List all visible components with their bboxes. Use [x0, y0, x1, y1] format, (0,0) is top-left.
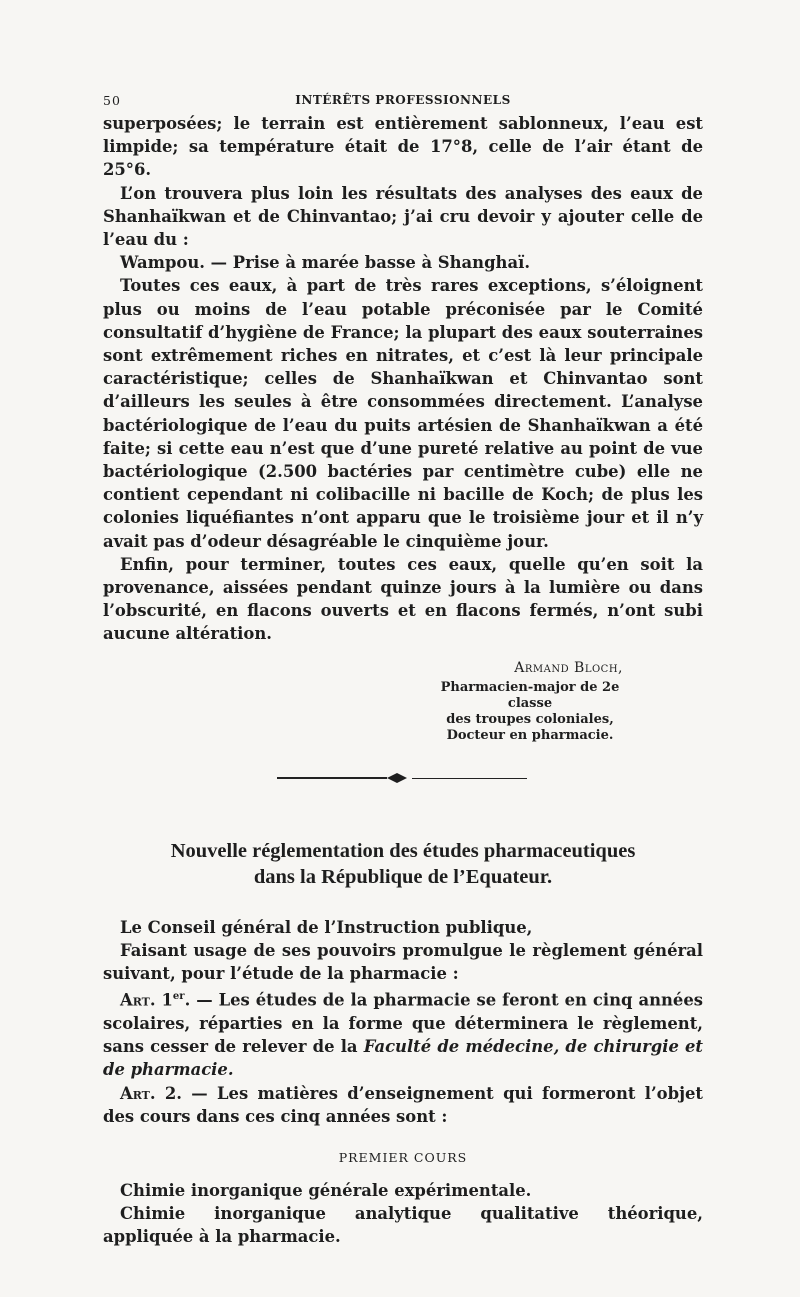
article-label: Art. 1	[120, 990, 173, 1010]
running-header	[103, 88, 703, 112]
course-item: Chimie inorganique analytique qualitative théorique, appliquée à la pharmacie.	[103, 1204, 703, 1247]
section-title-line: dans la République de l’Equateur.	[253, 865, 553, 888]
author-signature: Armand Bloch,	[514, 659, 623, 676]
article-1	[103, 985, 703, 1081]
page	[103, 88, 703, 1249]
article-regulation	[103, 916, 703, 1249]
article-text: — Les matières d’enseignement qui formeront l’objet des cours dans ces cinq années sont :	[103, 1083, 703, 1126]
article-text: . — Les études de la pharmacie se feront en cinq années scolaires, réparties en la forme que déterminera le règlement, sans cesser de relever de la	[103, 990, 703, 1057]
course-item: Chimie inorganique générale expérimentale.	[120, 1180, 532, 1200]
article-label-sup: er	[172, 991, 185, 1003]
faculty-name: Faculté de médecine, de chirurgie et de pharmacie.	[103, 1037, 704, 1080]
divider-line-left	[277, 777, 387, 779]
wampou-text: — Prise à marée basse à Shanghaï.	[204, 253, 531, 273]
paragraph: superposées; le terrain est entièrement sablonneux, l’eau est limpide; sa température était de 17°8, celle de l’air étant de 25°6.	[103, 114, 703, 180]
credential-line: Docteur en pharmacie.	[446, 727, 614, 743]
author-credentials	[425, 680, 635, 744]
paragraph: Le Conseil général de l’Instruction publique,	[120, 917, 533, 937]
page-number: 50	[103, 93, 121, 108]
course-subheading: PREMIER COURS	[338, 1149, 468, 1165]
wampou-label: Wampou.	[120, 253, 205, 273]
wampou-line	[103, 251, 703, 274]
paragraph: Toutes ces eaux, à part de très rares exceptions, s’éloignent plus ou moins de l’eau potable préconisée par le Comité consultatif d’hygiène de France; la plupart des eaux souterraines sont extrêmement riches en nitrates, et c’est là leur principale caractéristique; celles de Shanhaïkwan et Chinvantao sont d’ailleurs les seules à être consommées directement. L’analyse bactériologique de l’eau du puits artésien de Shanhaïkwan a été faite; si cette eau n’est que d’une pureté relative au point de vue bactériologique (2.500 bactéries par centimètre cube) elle ne contient cependant ni colibacille ni bacille de Koch; de plus les colonies liquéfiantes n’ont apparu que le troisième jour et il n’y avait pas d’odeur désagréable le cinquième jour.	[103, 276, 703, 551]
paragraph: Enfin, pour terminer, toutes ces eaux, quelle qu’en soit la provenance, aissées pendant quinze jours à la lumière ou dans l’obscurité, en flacons ouverts et en flacons fermés, n’ont subi aucune altération.	[103, 554, 703, 644]
section-divider-ornament	[277, 770, 527, 786]
credential-line: des troupes coloniales,	[446, 711, 614, 727]
running-title: INTÉRÊTS PROFESSIONNELS	[295, 93, 511, 107]
divider-line-right	[412, 778, 527, 779]
section-title-line: Nouvelle réglementation des études pharmaceutiques	[170, 839, 636, 862]
article-2	[103, 1082, 703, 1128]
section-title	[103, 838, 703, 890]
credential-line: Pharmacien-major de 2e classe	[440, 679, 620, 711]
paragraph: L’on trouvera plus loin les résultats des analyses des eaux de Shanhaïkwan et de Chinvantao; j’ai cru devoir y ajouter celle de l’eau du :	[103, 183, 703, 250]
article-label: Art. 2.	[120, 1083, 182, 1103]
article-water-analysis	[103, 112, 703, 744]
paragraph: Faisant usage de ses pouvoirs promulgue le règlement général suivant, pour l’étude de la pharmacie :	[103, 940, 703, 984]
diamond-ornament-icon	[387, 772, 407, 784]
